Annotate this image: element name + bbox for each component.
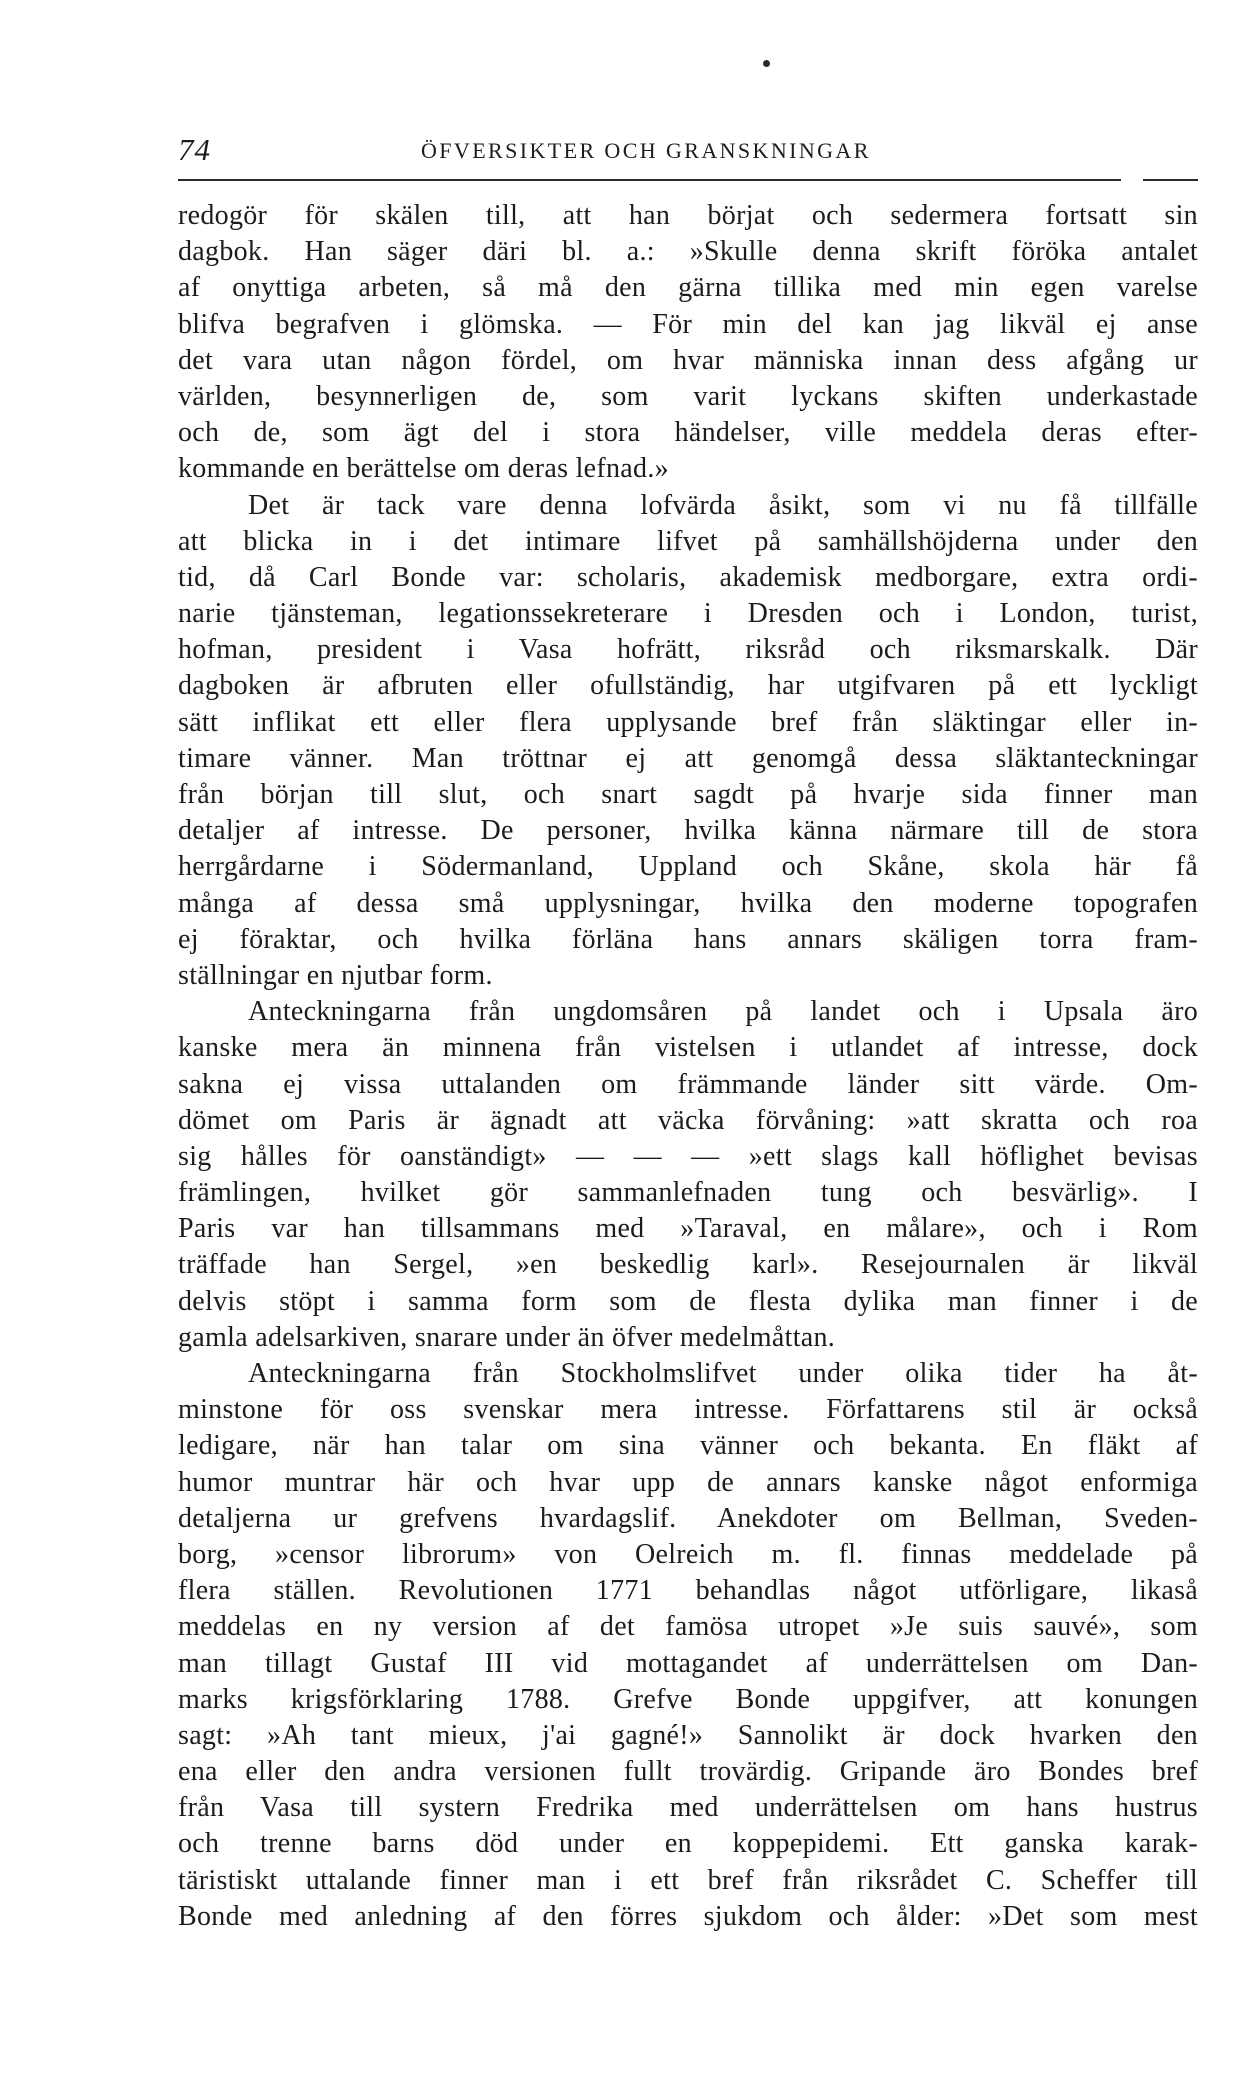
text-line: detaljer af intresse. De personer, hvilka känna närmare till de stora	[178, 815, 1198, 847]
text-line: sätt inflikat ett eller flera upplysande bref från släktingar eller in-	[178, 706, 1198, 738]
text-line: detaljerna ur grefvens hvardagslif. Anekdoter om Bellman, Sveden-	[178, 1502, 1198, 1534]
text-line: täristiskt uttalande finner man i ett bref från riksrådet C. Scheffer till	[178, 1864, 1198, 1896]
text-line: marks krigsförklaring 1788. Grefve Bonde uppgifver, att konungen	[178, 1683, 1198, 1715]
paragraph	[178, 994, 1198, 1356]
text-line: blifva begrafven i glömska. — För min del kan jag likväl ej anse	[178, 308, 1198, 340]
text-line: sagt: »Ah tant mieux, j'ai gagné!» Sannolikt är dock hvarken den	[178, 1719, 1198, 1751]
text-line: Det är tack vare denna lofvärda åsikt, som vi nu få tillfälle	[248, 489, 1198, 521]
text-line: ej föraktar, och hvilka förläna hans annars skäligen torra fram-	[178, 923, 1198, 955]
text-line: narie tjänsteman, legationssekreterare i Dresden och i London, turist,	[178, 598, 1198, 630]
page-header	[178, 130, 1198, 170]
text-line: främlingen, hvilket gör sammanlefnaden tung och besvärlig». I	[178, 1177, 1198, 1209]
text-line: tid, då Carl Bonde var: scholaris, akademisk medborgare, extra ordi-	[178, 561, 1198, 593]
text-line: världen, besynnerligen de, som varit lyckans skiften underkastade	[178, 380, 1198, 412]
text-line: timare vänner. Man tröttnar ej att genomgå dessa släktanteckningar	[178, 742, 1198, 774]
paragraph	[178, 1356, 1198, 1935]
paragraph	[178, 198, 1198, 488]
text-line: träffade han Sergel, »en beskedlig karl». Resejournalen är likväl	[178, 1249, 1198, 1281]
text-line: herrgårdarne i Södermanland, Uppland och Skåne, skola här få	[178, 851, 1198, 883]
text-line: ledigare, när han talar om sina vänner och bekanta. En fläkt af	[178, 1430, 1198, 1462]
text-line: ställningar en njutbar form.	[178, 959, 493, 991]
text-line: Anteckningarna från Stockholmslifvet under olika tider ha åt-	[248, 1358, 1198, 1389]
text-line: kommande en berättelse om deras lefnad.»	[178, 453, 669, 485]
text-line: Paris var han tillsammans med »Taraval, en målare», och i Rom	[178, 1213, 1198, 1245]
text-line: flera ställen. Revolutionen 1771 behandlas något utförligare, likaså	[178, 1575, 1198, 1607]
body-text	[178, 198, 1198, 1935]
text-line: borg, »censor librorum» von Oelreich m. fl. finnas meddelade på	[178, 1538, 1198, 1570]
text-line: sig hålles för oanständigt» — — — »ett slags kall höflighet bevisas	[178, 1140, 1198, 1172]
text-line: och de, som ägt del i stora händelser, ville meddela deras efter-	[178, 417, 1198, 449]
header-rule	[178, 179, 1198, 181]
text-line: hofman, president i Vasa hofrätt, riksråd och riksmarskalk. Där	[178, 634, 1198, 666]
running-head: ÖFVERSIKTER OCH GRANSKNINGAR	[421, 138, 871, 163]
text-line: humor muntrar här och hvar upp de annars kanske något enformiga	[178, 1466, 1198, 1498]
text-line: man tillagt Gustaf III vid mottagandet af underrättelsen om Dan-	[178, 1647, 1198, 1679]
text-line: kanske mera än minnena från vistelsen i utlandet af intresse, dock	[178, 1032, 1198, 1064]
text-line: och trenne barns död under en koppepidemi. Ett ganska karak-	[178, 1828, 1198, 1860]
text-line: det vara utan någon fördel, om hvar människa innan dess afgång ur	[178, 344, 1198, 376]
text-line: ena eller den andra versionen fullt trovärdig. Gripande äro Bondes bref	[178, 1756, 1198, 1788]
text-line: af onyttiga arbeten, så må den gärna tillika med min egen varelse	[178, 272, 1198, 304]
text-line: att blicka in i det intimare lifvet på samhällshöjderna under den	[178, 525, 1198, 557]
text-line: från början till slut, och snart sagdt på hvarje sida finner man	[178, 779, 1198, 810]
text-line: dömet om Paris är ägnadt att väcka förvåning: »att skratta och roa	[178, 1104, 1198, 1136]
text-line: redogör för skälen till, att han börjat och sedermera fortsatt sin	[178, 200, 1198, 231]
text-line: sakna ej vissa uttalanden om främmande länder sitt värde. Om-	[178, 1068, 1198, 1100]
text-line: från Vasa till systern Fredrika med underrättelsen om hans hustrus	[178, 1792, 1198, 1824]
paragraph	[178, 488, 1198, 995]
text-line: delvis stöpt i samma form som de flesta dylika man finner i de	[178, 1285, 1198, 1317]
text-line: dagbok. Han säger däri bl. a.: »Skulle denna skrift föröka antalet	[178, 236, 1198, 268]
text-line: dagboken är afbruten eller ofullständig, har utgifvaren på ett lyckligt	[178, 670, 1198, 702]
text-line: Anteckningarna från ungdomsåren på landet och i Upsala äro	[248, 996, 1198, 1028]
text-line: Bonde med anledning af den förres sjukdom och ålder: »Det som mest	[178, 1900, 1198, 1932]
ink-dot	[763, 60, 770, 67]
text-line: minstone för oss svenskar mera intresse. Författarens stil är också	[178, 1394, 1198, 1426]
text-line: meddelas en ny version af det famösa utropet »Je suis sauvé», som	[178, 1611, 1198, 1643]
text-line: gamla adelsarkiven, snarare under än öfver medelmåttan.	[178, 1321, 836, 1353]
text-line: många af dessa små upplysningar, hvilka den moderne topografen	[178, 887, 1198, 919]
page-number: 74	[178, 132, 211, 167]
